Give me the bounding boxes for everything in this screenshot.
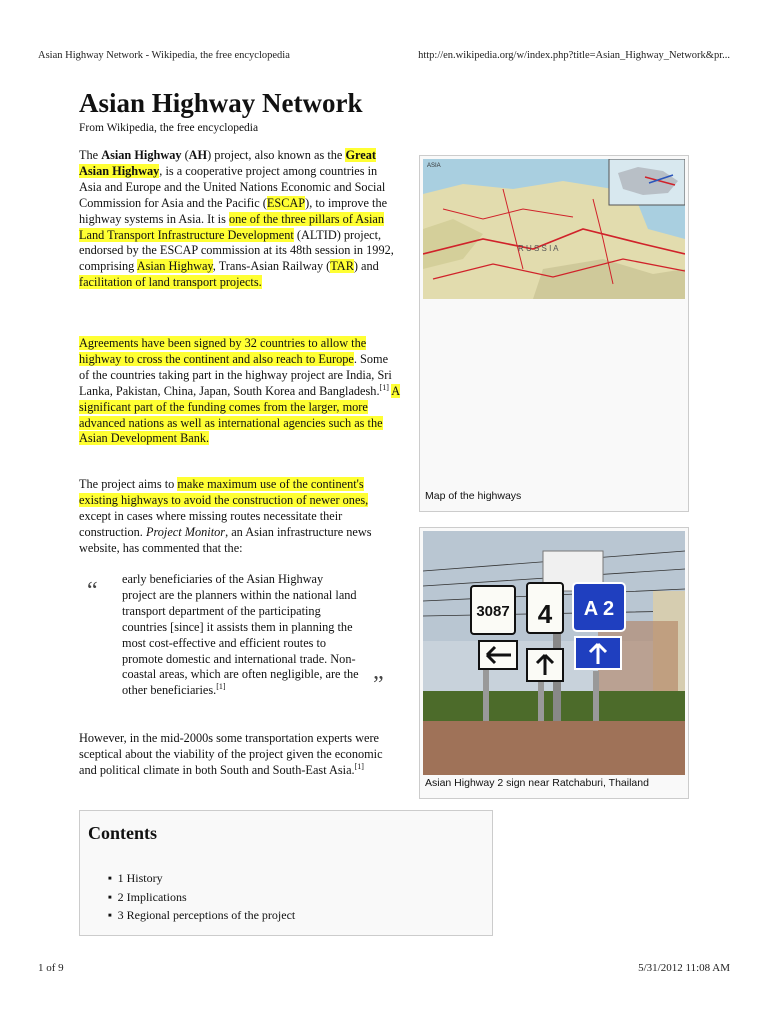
page-title: Asian Highway Network: [79, 88, 363, 118]
highlight-link[interactable]: Asian Highway: [136, 259, 213, 274]
toc-heading: Contents: [88, 823, 158, 843]
paragraph-aims: [79, 477, 401, 557]
paragraph-agreements: [79, 336, 401, 447]
highlight-text: Agreements have been signed by 32 countries to allow the highway to cross the continent and also reach to Europe: [79, 336, 367, 366]
page-subtitle: From Wikipedia, the free encyclopedia: [79, 122, 259, 134]
paragraph-intro: [79, 148, 401, 291]
paragraph-sceptical: [79, 731, 401, 779]
sign-route-4: 4: [537, 599, 553, 629]
sign-route-a2: A 2: [583, 598, 615, 620]
toc-item-regional-perceptions[interactable]: ■ 3 Regional perceptions of the project: [108, 908, 295, 927]
text: ), to improve the highway systems in Asia. It is: [79, 195, 388, 226]
bold-term: AH: [188, 148, 208, 162]
text: ) project, also known as the: [207, 148, 346, 162]
highlight-text: make maximum use of the continent's existing highways to avoid the construction of newer ones,: [79, 477, 369, 507]
print-header-url: http://en.wikipedia.org/w/index.php?title=Asian_Highway_Network&pr...: [418, 50, 730, 61]
highlight-text: A significant part of the funding comes from the larger, more advanced nations as well as international agencies such as the Asian Development Bank.: [79, 383, 401, 446]
text: The project aims to: [79, 477, 178, 491]
sign-figure: [419, 527, 689, 799]
sign-route-3087: 3087: [476, 603, 510, 620]
toc-item-implications[interactable]: ■ 2 Implications: [108, 890, 295, 909]
bold-term: Asian Highway: [101, 148, 182, 162]
highlight-link[interactable]: ESCAP: [266, 195, 306, 210]
text: However, in the mid-2000s some transportation experts were sceptical about the viability of the project given the economic and political climate in both South and South-East Asia.: [79, 731, 383, 777]
quote-text: early beneficiaries of the Asian Highway project are the planners within the national land transport department of the participating countries [since] it assists them in planning the most cost-effective and efficient routes to promote domestic and international trade. Non-coastal areas, which are often negligible, are the other beneficiaries.: [122, 572, 359, 698]
page-number: 1 of 9: [38, 962, 64, 974]
highlight-bold-term: Great Asian Highway: [79, 148, 376, 178]
close-quote-mark: ”: [373, 672, 384, 698]
sign-caption: Asian Highway 2 sign near Ratchaburi, Thailand: [425, 777, 649, 789]
text: , Trans-Asian Railway (: [212, 259, 331, 274]
open-quote-mark: “: [87, 578, 98, 604]
toc-list: [108, 871, 295, 927]
text: except in cases where missing routes necessitate their construction.: [79, 508, 343, 539]
map-image[interactable]: [423, 159, 685, 299]
blockquote: [122, 572, 360, 699]
text: , an Asian infrastructure news website, has commented that the:: [79, 524, 372, 555]
print-header-title: Asian Highway Network - Wikipedia, the free encyclopedia: [38, 50, 290, 61]
print-datetime: 5/31/2012 11:08 AM: [638, 962, 730, 974]
map-caption: Map of the highways: [425, 490, 522, 502]
citation-link[interactable]: [1]: [379, 382, 389, 392]
citation-link[interactable]: [1]: [216, 682, 226, 692]
highlight-link[interactable]: TAR: [330, 259, 354, 274]
citation-link[interactable]: [1]: [354, 761, 364, 771]
text: The: [79, 148, 102, 162]
text: (ALTID) project, endorsed by the ESCAP commission at its 48th session in 1992, comprising: [79, 227, 394, 274]
map-corner-label: ASIA: [427, 163, 441, 169]
text: ) and: [353, 259, 379, 274]
sign-photo[interactable]: [423, 531, 685, 775]
toc-item-history[interactable]: ■ 1 History: [108, 871, 295, 890]
text: . Some of the countries taking part in the highway project are India, Sri Lanka, Pakistan, China, Japan, South Korea and Bangladesh.: [79, 351, 392, 398]
highlight-text: one of the three pillars of Asian Land Transport Infrastructure Development: [79, 211, 384, 242]
map-figure: [419, 155, 689, 512]
text: (: [181, 148, 189, 162]
italic-term: Project Monitor: [145, 524, 226, 539]
text: , is a cooperative project among countries in Asia and Europe and the United Nations Economic and Social Commission for Asia and the Pacific (: [79, 163, 386, 210]
table-of-contents: [79, 810, 493, 936]
map-country-label: R U S S I A: [518, 244, 559, 253]
highlight-text: facilitation of land transport projects.: [79, 275, 262, 290]
